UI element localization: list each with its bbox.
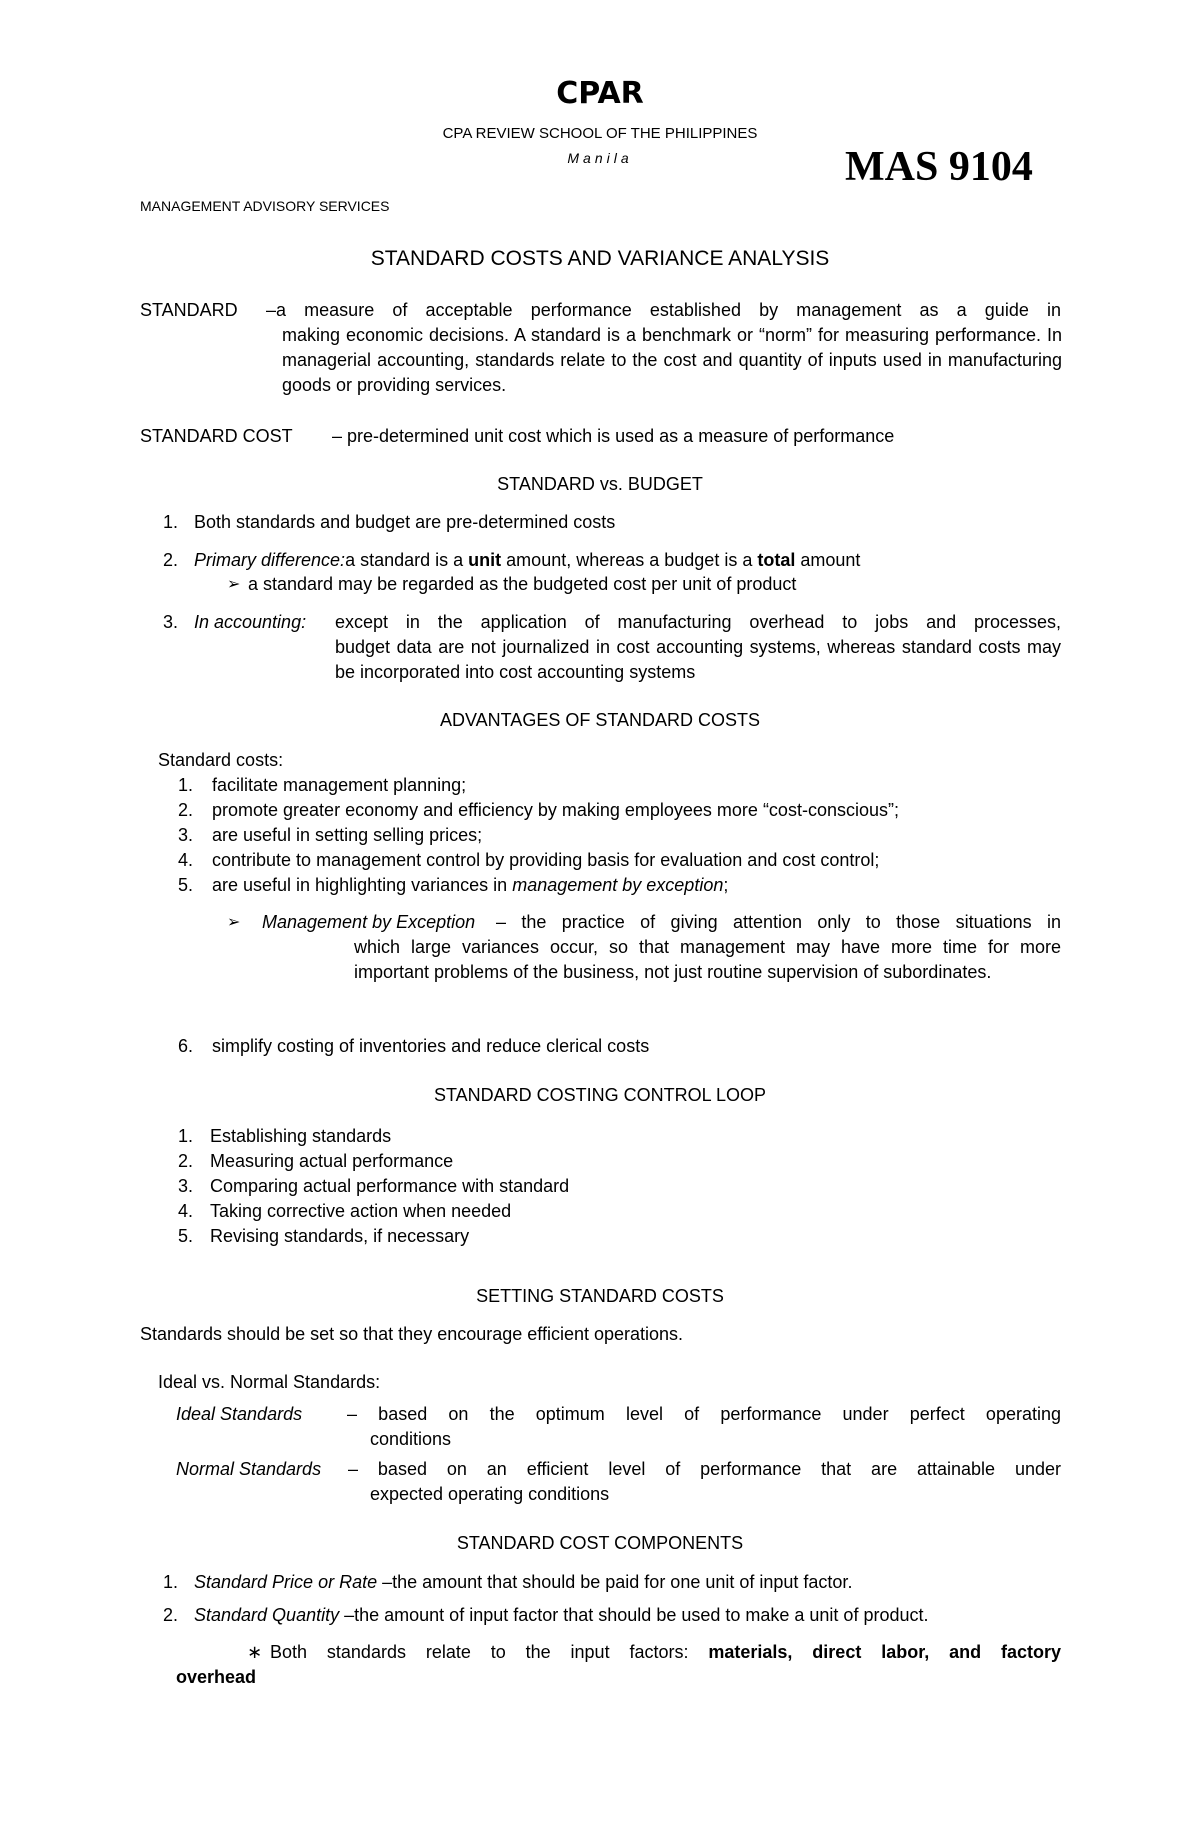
total-emphasis: total xyxy=(757,550,796,570)
standard-quantity-term: Standard Quantity xyxy=(194,1605,340,1625)
list-number: 3. xyxy=(162,612,178,632)
list-item: Revising standards, if necessary xyxy=(210,1226,470,1246)
ideal-standards-definition-rest: conditions xyxy=(370,1429,452,1449)
list-item: Comparing actual performance with standard xyxy=(210,1176,570,1196)
list-number: 2. xyxy=(177,1151,193,1171)
mbe-term xyxy=(262,910,475,935)
list-number: 2. xyxy=(177,800,193,820)
components-note-end xyxy=(176,1665,256,1690)
mbe-definition-first-line: – the practice of giving attention only to those situations in xyxy=(496,912,1061,932)
list-subitem: a standard may be regarded as the budgeted cost per unit of product xyxy=(248,574,797,594)
list-number: 1. xyxy=(162,512,178,532)
arrow-bullet-icon: ➢ xyxy=(227,914,241,931)
list-item: simplify costing of inventories and reduce clerical costs xyxy=(212,1036,650,1056)
ideal-vs-normal-heading: Ideal vs. Normal Standards: xyxy=(158,1372,381,1392)
list-number: 2. xyxy=(162,550,178,570)
in-accounting-italic: In accounting: xyxy=(194,612,307,632)
ideal-standards-definition: – based on the optimum level of performance under perfect operating xyxy=(347,1404,1061,1424)
standard-term: STANDARD xyxy=(140,300,238,320)
ideal-term-italic: Ideal Standards xyxy=(176,1404,303,1424)
section-heading-advantages: ADVANTAGES OF STANDARD COSTS xyxy=(439,710,761,730)
advantages-intro: Standard costs: xyxy=(158,750,284,770)
note-bold-text: materials, direct labor, and factory xyxy=(708,1642,1061,1662)
list-item-text: amount xyxy=(800,550,861,570)
standard-definition-first-line: –a measure of acceptable performance established by management as a guide in xyxy=(266,300,1061,320)
list-number: 6. xyxy=(177,1036,193,1056)
department-name: MANAGEMENT ADVISORY SERVICES xyxy=(140,198,390,214)
list-item-text: amount, whereas a budget is a xyxy=(506,550,753,570)
section-heading-setting-standards: SETTING STANDARD COSTS xyxy=(476,1286,724,1306)
list-item xyxy=(212,873,728,898)
list-number: 4. xyxy=(177,850,193,870)
mbe-definition-rest: which large variances occur, so that management may have more time for more important problems of the business, not just routine supervision of subordinates. xyxy=(354,937,1061,982)
list-number: 5. xyxy=(177,1226,193,1246)
standard-cost-term: STANDARD COST xyxy=(140,426,293,446)
punctuation: ; xyxy=(723,875,729,895)
normal-standards-definition: – based on an efficient level of performance that are attainable under xyxy=(348,1459,1061,1479)
list-item: contribute to management control by providing basis for evaluation and cost control; xyxy=(212,850,880,870)
list-number: 2. xyxy=(162,1605,178,1625)
normal-standards-term xyxy=(176,1457,321,1482)
list-number: 3. xyxy=(177,1176,193,1196)
note-bold-end: overhead xyxy=(176,1667,257,1687)
list-item: Taking corrective action when needed xyxy=(210,1201,512,1221)
section-heading-standard-vs-budget: STANDARD vs. BUDGET xyxy=(497,474,703,494)
standard-definition-rest: making economic decisions. A standard is a benchmark or “norm” for measuring performance. In managerial accounting, standards relate to the cost and quantity of inputs used in manufacturing goods or providing services. xyxy=(282,325,1062,395)
list-item xyxy=(194,1603,929,1628)
list-number: 1. xyxy=(177,775,193,795)
standard-cost-definition: – pre-determined unit cost which is used as a measure of performance xyxy=(332,426,895,446)
mbe-italic: management by exception xyxy=(512,875,724,895)
asterisk-icon: ∗ xyxy=(247,1642,263,1662)
list-number: 1. xyxy=(177,1126,193,1146)
arrow-bullet-icon: ➢ xyxy=(227,576,241,593)
list-item-rest: budget data are not journalized in cost accounting systems, whereas standard costs may be incorporated into cost accounting systems xyxy=(335,637,1061,682)
list-item-first-line: except in the application of manufacturing overhead to jobs and processes, xyxy=(335,612,1061,632)
list-number: 3. xyxy=(177,825,193,845)
normal-standards-definition-rest: expected operating conditions xyxy=(370,1484,610,1504)
list-item: facilitate management planning; xyxy=(212,775,467,795)
list-item-text: –the amount of input factor that should be used to make a unit of product. xyxy=(344,1605,929,1625)
section-heading-cost-components: STANDARD COST COMPONENTS xyxy=(456,1533,744,1553)
list-item: Establishing standards xyxy=(210,1126,392,1146)
course-code: MAS 9104 xyxy=(845,144,1033,190)
school-name: CPA REVIEW SCHOOL OF THE PHILIPPINES xyxy=(442,125,758,142)
normal-term-italic: Normal Standards xyxy=(176,1459,322,1479)
list-item-text: are useful in highlighting variances in xyxy=(212,875,508,895)
standard-price-term: Standard Price or Rate xyxy=(194,1572,378,1592)
document-title: STANDARD COSTS AND VARIANCE ANALYSIS xyxy=(370,247,830,270)
list-item: Both standards and budget are pre-determined costs xyxy=(194,512,616,532)
unit-emphasis: unit xyxy=(468,550,502,570)
list-number: 4. xyxy=(177,1201,193,1221)
school-city: Manila xyxy=(567,150,633,166)
mbe-term-italic: Management by Exception xyxy=(262,912,476,932)
section-heading-control-loop: STANDARD COSTING CONTROL LOOP xyxy=(433,1085,767,1105)
list-item-text: –the amount that should be paid for one unit of input factor. xyxy=(382,1572,853,1592)
note-text: Both standards relate to the input factors: xyxy=(270,1642,689,1662)
list-number: 5. xyxy=(177,875,193,895)
list-item xyxy=(194,1570,852,1595)
setting-intro: Standards should be set so that they encourage efficient operations. xyxy=(140,1324,684,1344)
in-accounting-label xyxy=(194,610,306,635)
list-number: 1. xyxy=(162,1572,178,1592)
list-item: are useful in setting selling prices; xyxy=(212,825,483,845)
list-item: promote greater economy and efficiency by making employees more “cost-conscious”; xyxy=(212,800,899,820)
list-item-text: a standard is a xyxy=(345,550,464,570)
org-name: CPAR xyxy=(556,76,644,111)
components-note xyxy=(248,1640,1061,1665)
ideal-standards-term xyxy=(176,1402,302,1427)
primary-difference-label: Primary difference: xyxy=(194,550,346,570)
list-item xyxy=(194,548,860,573)
list-item: Measuring actual performance xyxy=(210,1151,454,1171)
